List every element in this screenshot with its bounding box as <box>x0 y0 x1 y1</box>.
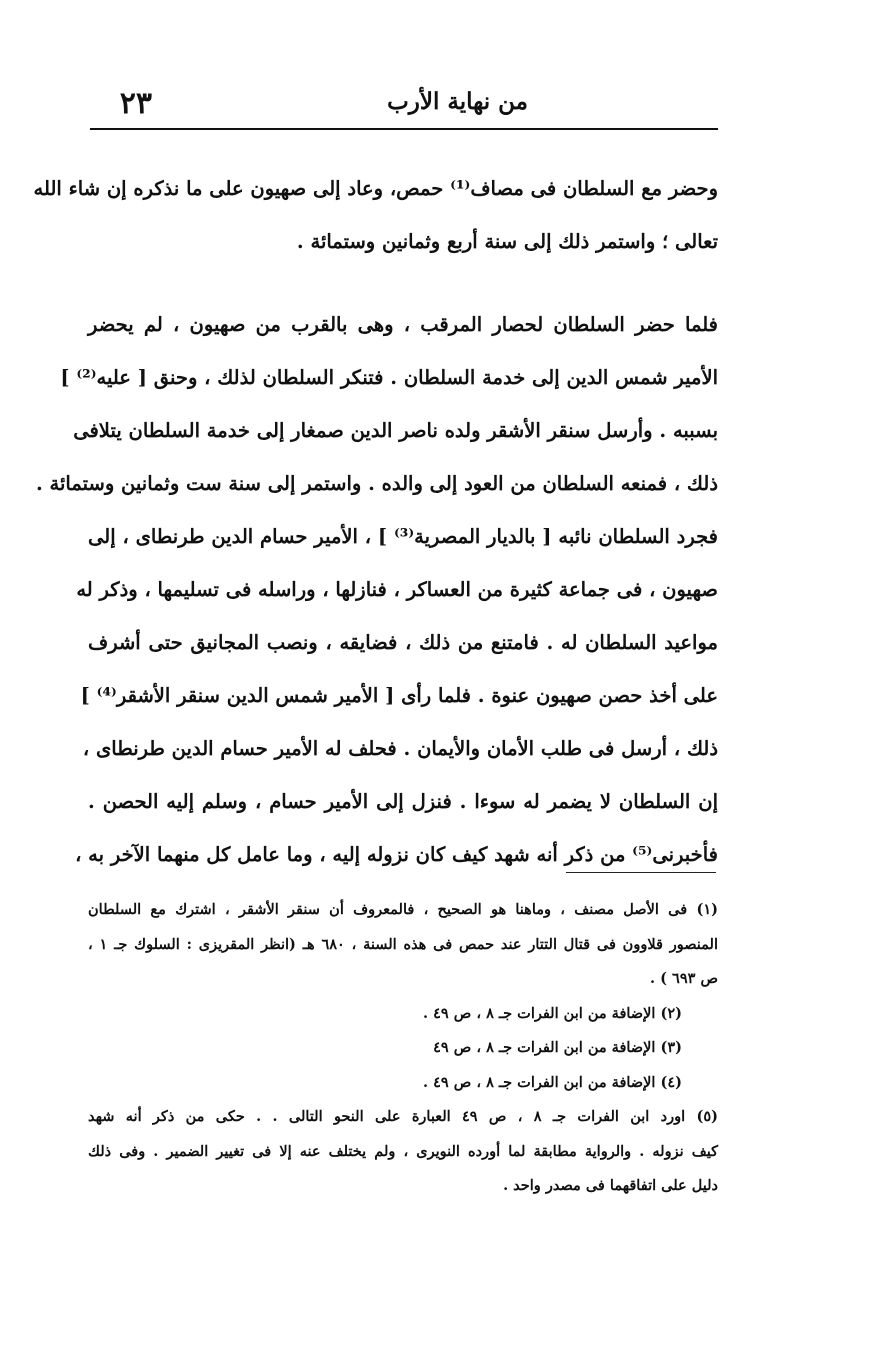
text-line: على أخذ حصن صهيون عنوة . فلما رأى [ الأمير شمس الدين سنقر الأشقر⁽⁴⁾ ] <box>80 684 718 707</box>
header-rule <box>90 128 718 130</box>
footnote-line: (٥) اورد ابن الفرات جـ ٨ ، ص ٤٩ العبارة على النحو التالى . . حكى من ذكر أنه شهد <box>88 1108 718 1125</box>
footnote-rule <box>566 872 716 873</box>
main-text <box>33 162 718 881</box>
text-line: مواعيد السلطان له . فامتنع من ذلك ، فضايقه ، ونصب المجانيق حتى أشرف <box>88 631 718 654</box>
footnote-line: (١) فى الأصل مصنف ، وماهنا هو الصحيح ، فالمعروف أن سنقر الأشقر ، اشترك مع السلطان <box>88 901 718 918</box>
text-line: فأخبرنى⁽⁵⁾ من ذكر أنه شهد كيف كان نزوله إليه ، وما عامل كل منهما الآخر به ، <box>75 843 718 866</box>
page-number: ٢٣ <box>119 86 152 121</box>
paragraph-gap <box>88 268 718 298</box>
text-line: ذلك ، فمنعه السلطان من العود إلى والده . واستمر إلى سنة ست وثمانين وستمائة . <box>35 472 718 495</box>
text-line: صهيون ، فى جماعة كثيرة من العساكر ، فنازلها ، وراسله فى تسليمها ، وذكر له <box>76 578 718 601</box>
text-line: فلما حضر السلطان لحصار المرقب ، وهى بالقرب من صهيون ، لم يحضر <box>88 313 718 336</box>
text-line: بسببه . وأرسل سنقر الأشقر ولده ناصر الدين صمغار إلى خدمة السلطان يتلافى <box>73 419 718 442</box>
footnote-line: (٣) الإضافة من ابن الفرات جـ ٨ ، ص ٤٩ <box>433 1039 682 1056</box>
footnote-line: دليل على اتفاقهما فى مصدر واحد . <box>503 1177 718 1194</box>
footnotes <box>88 893 718 1204</box>
text-line: ذلك ، أرسل فى طلب الأمان والأيمان . فحلف له الأمير حسام الدين طرنطاى ، <box>82 737 718 760</box>
running-title: من نهاية الأرب <box>387 88 528 115</box>
footnote-line: كيف نزوله . والرواية مطابقة لما أورده النويرى ، ولم يختلف عنه إلا فى تغيير الضمير . وفى ذلك <box>88 1142 718 1160</box>
footnote-line: (٢) الإضافة من ابن الفرات جـ ٨ ، ص ٤٩ . <box>423 1004 682 1022</box>
footnote-line: المنصور قلاوون فى قتال التتار عند حمص فى هذه السنة ، ٦٨٠ هـ (انظر المقريزى : السلوك جـ ١ ، <box>88 935 719 953</box>
text-line: الأمير شمس الدين إلى خدمة السلطان . فتنكر السلطان لذلك ، وحنق [ عليه⁽²⁾ ] <box>60 366 718 389</box>
text-line: تعالى ؛ واستمر ذلك إلى سنة أربع وثمانين وستمائة . <box>296 230 718 253</box>
footnote-line: (٤) الإضافة من ابن الفرات جـ ٨ ، ص ٤٩ . <box>423 1073 682 1091</box>
page-header <box>90 82 718 124</box>
text-line: فجرد السلطان نائبه [ بالديار المصرية⁽³⁾ ] ، الأمير حسام الدين طرنطاى ، إلى <box>88 525 718 548</box>
text-line: إن السلطان لا يضمر له سوءا . فنزل إلى الأمير حسام ، وسلم إليه الحصن . <box>88 790 718 813</box>
footnote-line: ص ٦٩٣ ) . <box>650 970 718 987</box>
text-line: وحضر مع السلطان فى مصاف⁽¹⁾ حمص، وعاد إلى صهيون على ما نذكره إن شاء الله <box>33 177 718 200</box>
